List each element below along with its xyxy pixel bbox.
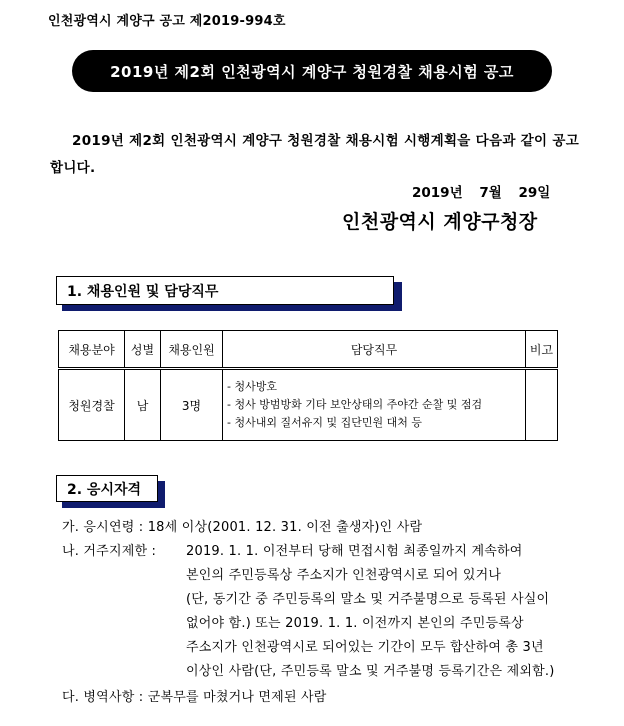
section1-heading [56,276,394,305]
banner-title: 2019년 제2회 인천광역시 계양구 청원경찰 채용시험 공고 [110,62,514,81]
header-cell: 담당직무 [223,331,526,369]
notice-date: 2019년 7월 29일 [412,185,551,201]
cell-field: 청원경찰 [59,369,125,441]
header-cell: 채용인원 [161,331,223,369]
header-cell: 채용분야 [59,331,125,369]
section2-title: 2. 응시자격 [67,481,142,498]
cell-note [526,369,558,441]
section2-heading [56,475,158,502]
header-cell: 성별 [125,331,161,369]
cell-gender: 남 [125,369,161,441]
residence-line: 본인의 주민등록상 주소지가 인천광역시로 되어 있거나 [186,568,502,583]
residence-line: 없어야 함.) 또는 2019. 1. 1. 이전까지 본인의 주민등록상 [186,616,524,631]
cell-count: 3명 [161,369,223,441]
residence-line: 이상인 사람(단, 주민등록 말소 및 거주불명 등록기간은 제외함.) [186,664,555,679]
table-row [59,369,558,441]
qualification-residence-label: 나. 거주지제한 : [62,544,157,559]
table-header-row [59,331,558,369]
residence-line: 2019. 1. 1. 이전부터 당해 면접시험 최종일까지 계속하여 [186,544,523,559]
duty-item: - 청사내외 질서유지 및 집단민원 대처 등 [227,416,422,429]
header-cell: 비고 [526,331,558,369]
section1-title: 1. 채용인원 및 담당직무 [67,283,219,300]
cell-duties [223,369,526,441]
recruitment-table [58,330,558,441]
duty-item: - 청사 방범방화 기타 보안상태의 주야간 순찰 및 점검 [227,398,483,411]
title-banner [72,50,552,92]
residence-line: (단, 동기간 중 주민등록의 말소 및 거주불명으로 등록된 사실이 [186,592,550,607]
duty-item: - 청사방호 [227,380,277,393]
notice-number: 인천광역시 계양구 공고 제2019-994호 [48,14,286,29]
residence-line: 주소지가 인천광역시로 되어있는 기간이 모두 합산하여 총 3년 [186,640,544,655]
qualification-residence-body [186,540,558,684]
qualification-age: 가. 응시연령 : 18세 이상(2001. 12. 31. 이전 출생자)인 사람 [62,520,423,535]
issuer-name: 인천광역시 계양구청장 [342,211,538,233]
qualification-military: 다. 병역사항 : 군복무를 마쳤거나 면제된 사람 [62,690,327,705]
intro-paragraph: 2019년 제2회 인천광역시 계양구 청원경찰 채용시험 시행계획을 다음과 같이 공고합니다. [50,133,580,176]
